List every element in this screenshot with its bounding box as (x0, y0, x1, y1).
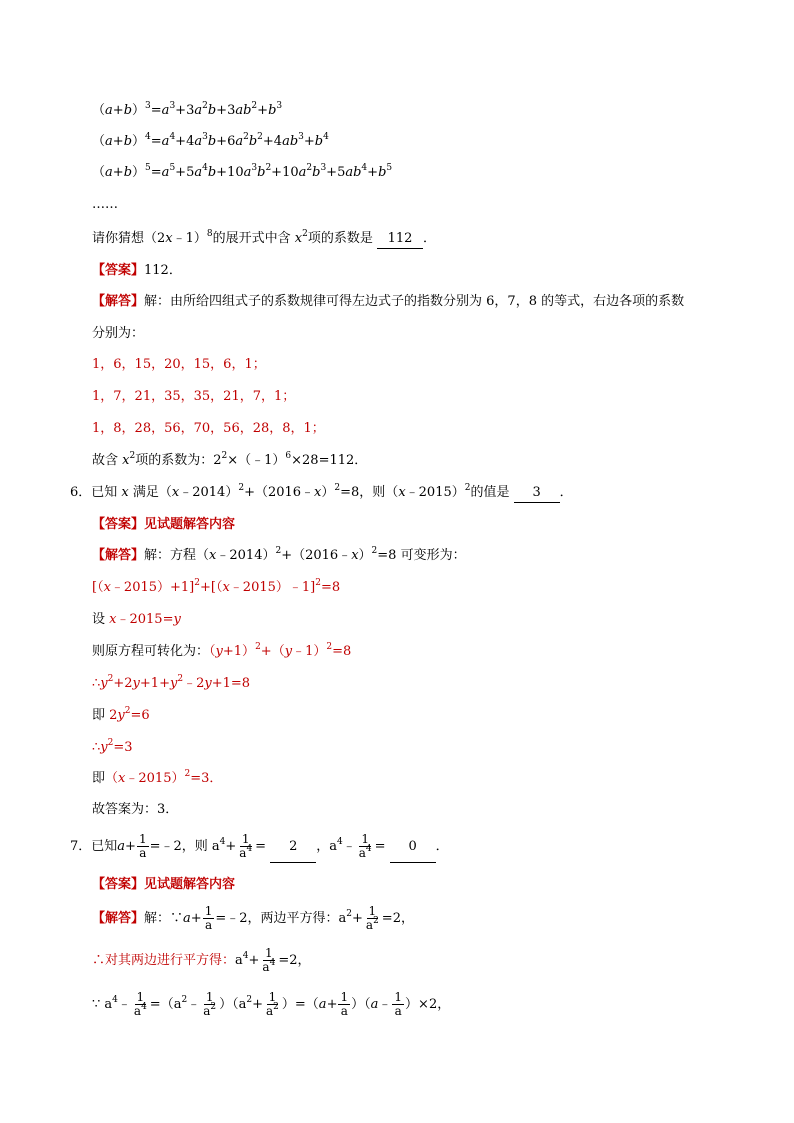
solution-6-line-2: [（x﹣2015）+1]$^2$+[（x﹣2015）﹣1]$^2$=8 (92, 578, 341, 595)
question-6: 6．已知 x 满足（x﹣2014）$^2$+（2016﹣x）$^2$=8，则（x﹣2015）$^2$的值是 3 ． (70, 484, 573, 503)
coefficient-row-8: 1，8，28，56，70，56，28，8，1； (92, 421, 325, 436)
question-5: 请你猜想（2x﹣1）$^8$的展开式中含 $x^2$项的系数是 112 ． (92, 230, 436, 249)
answer-5 (92, 262, 182, 280)
answer-6 (92, 516, 235, 534)
answer-tag: 【答案】 (92, 877, 145, 892)
solution-6-line-3: 设 x﹣2015=y (92, 612, 181, 627)
expansion-cubed: $(a+b)^3=a^3+3a^2b+3ab^2+b^3$ (92, 101, 283, 118)
expansion-fourth: $(a+b)^4=a^4+4a^3b+6a^2b^2+4ab^3+b^4$ (92, 132, 329, 149)
answer-value: 见试题解答内容 (144, 877, 236, 892)
answer-value: 见试题解答内容 (144, 517, 236, 532)
answer-value: 112． (144, 263, 182, 278)
answer-blank: 3 (514, 484, 560, 503)
answer-blank: 112 (377, 230, 423, 249)
solution-6-line-4: 则原方程可转化为：$(y+1)^2+(y﹣1)^2=8$ (92, 642, 352, 659)
solution-tag: 【解答】 (92, 294, 145, 309)
answer-blank-1: 2 (270, 832, 316, 863)
solution-6-line-9: 故答案为：3． (92, 802, 179, 817)
solution-7-line-1: 【解答】解：∵a+ $\frac{1}{a}$ =﹣2，两边平方得：$a^2+$ $\frac{1}{a^2}$ =2， (92, 904, 414, 932)
solution-tag: 【解答】 (92, 548, 145, 563)
answer-blank-2: 0 (390, 832, 436, 863)
question-7: 7．已知a+ $\frac{1}{a}$ =﹣2，则 $a^4+$ $\frac{1}{a^4}$ = 2 ，$a^4﹣$ $\frac{1}{a^4}$ = 0 ． (70, 832, 449, 863)
solution-tag: 【解答】 (92, 911, 145, 926)
solution-7-line-2: ∴对其两边进行平方得：$a^4+$ $\frac{1}{a^4}$ =2， (92, 946, 311, 974)
solution-6-line-7: $\therefore y^2=3$ (92, 738, 133, 755)
solution-5-line-2: 分别为： (92, 326, 145, 341)
answer-tag: 【答案】 (92, 263, 145, 278)
solution-6-line-1: 【解答】解：方程（x﹣2014）$^2$+（2016﹣x）$^2$=8 可变形为： (92, 546, 466, 563)
answer-7 (92, 876, 235, 894)
solution-6-line-5: $\therefore y^2+2y+1+y^2﹣2y+1=8$ (92, 674, 251, 691)
solution-text: 解：由所给四组式子的系数规律可得左边式子的指数分别为 6，7，8 的等式，右边各项的系数 (144, 294, 685, 309)
coefficient-row-6: 1，6，15，20，15，6，1； (92, 357, 266, 372)
expansion-fifth: $(a+b)^5=a^5+5a^4b+10a^3b^2+10a^2b^3+5ab^4+b^5$ (92, 163, 393, 180)
answer-tag: 【答案】 (92, 517, 145, 532)
solution-5-conclusion: 故含 $x^2$项的系数为：$2^2\times(﹣1)^6\times 28=112$． (92, 451, 368, 468)
ellipsis: …… (92, 197, 118, 212)
solution-5-line-1 (92, 293, 684, 311)
solution-6-line-6: 即 $2y^2=6$ (92, 706, 150, 723)
solution-7-line-3: ∵ $a^4﹣$ $\frac{1}{a^4}$ $=(a^2﹣$ $\frac{1}{a^2}$ ）（$a^2+$ $\frac{1}{a^2}$ ）=（a+ $\frac{1}{a}$ ）（a﹣ $\frac{1}{a}$ ）×2， (92, 990, 451, 1018)
coefficient-row-7: 1，7，21，35，35，21，7，1； (92, 389, 296, 404)
solution-6-line-8: 即（x﹣2015）$^2$=3． (92, 769, 223, 786)
